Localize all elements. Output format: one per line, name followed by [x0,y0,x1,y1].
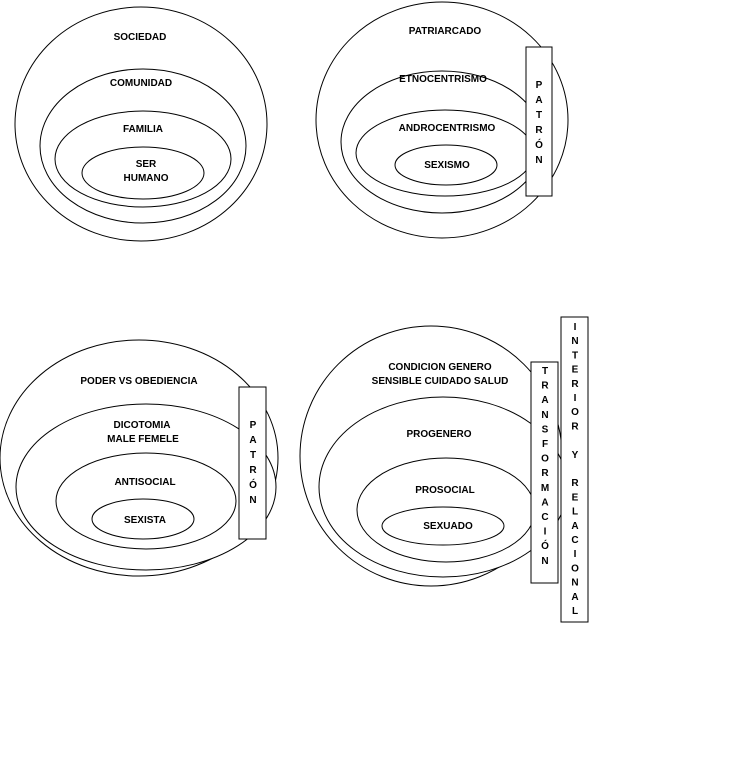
humano-label: HUMANO [123,173,169,184]
diagram-1 [15,7,267,241]
prosocial-label: PROSOCIAL [415,485,475,496]
androcentrismo-label: ANDROCENTRISMO [398,123,496,134]
antisocial-label: ANTISOCIAL [114,477,176,488]
patron-box [526,47,552,196]
interior-relacional-box-text: I N T E R I O R Y R E L A C I O N A L [571,322,579,617]
sexista-label: SEXISTA [123,515,167,526]
condicion-genero-label: CONDICION GENERO [388,362,492,373]
patron-box-2 [239,387,266,539]
dicotomia-label: DICOTOMIA [113,420,171,431]
transformacion-box-text: T R A N S F O R M A C I Ó N [540,366,550,567]
sociedad-label: SOCIEDAD [113,32,167,43]
ser-label: SER [135,159,157,170]
male-femele-label: MALE FEMELE [107,434,179,445]
etnocentrismo-label: ETNOCENTRISMO [399,74,487,85]
poder-label: PODER VS OBEDIENCIA [80,376,198,387]
sexismo-label: SEXISMO [424,160,470,171]
comunidad-label: COMUNIDAD [109,78,173,89]
sensible-cuidado-salud-label: SENSIBLE CUIDADO SALUD [371,376,509,387]
progenero-label: PROGENERO [406,429,472,440]
sexuado-label: SEXUADO [423,521,473,532]
familia-label: FAMILIA [123,124,163,135]
diagram-4 [300,317,588,622]
diagram-3 [0,340,278,576]
patron-box-text: P A T R Ó N [535,80,543,166]
diagram-2 [316,2,568,238]
patron-box-2-text: P A T R Ó N [249,420,257,506]
patriarcado-label: PATRIARCADO [408,26,482,37]
